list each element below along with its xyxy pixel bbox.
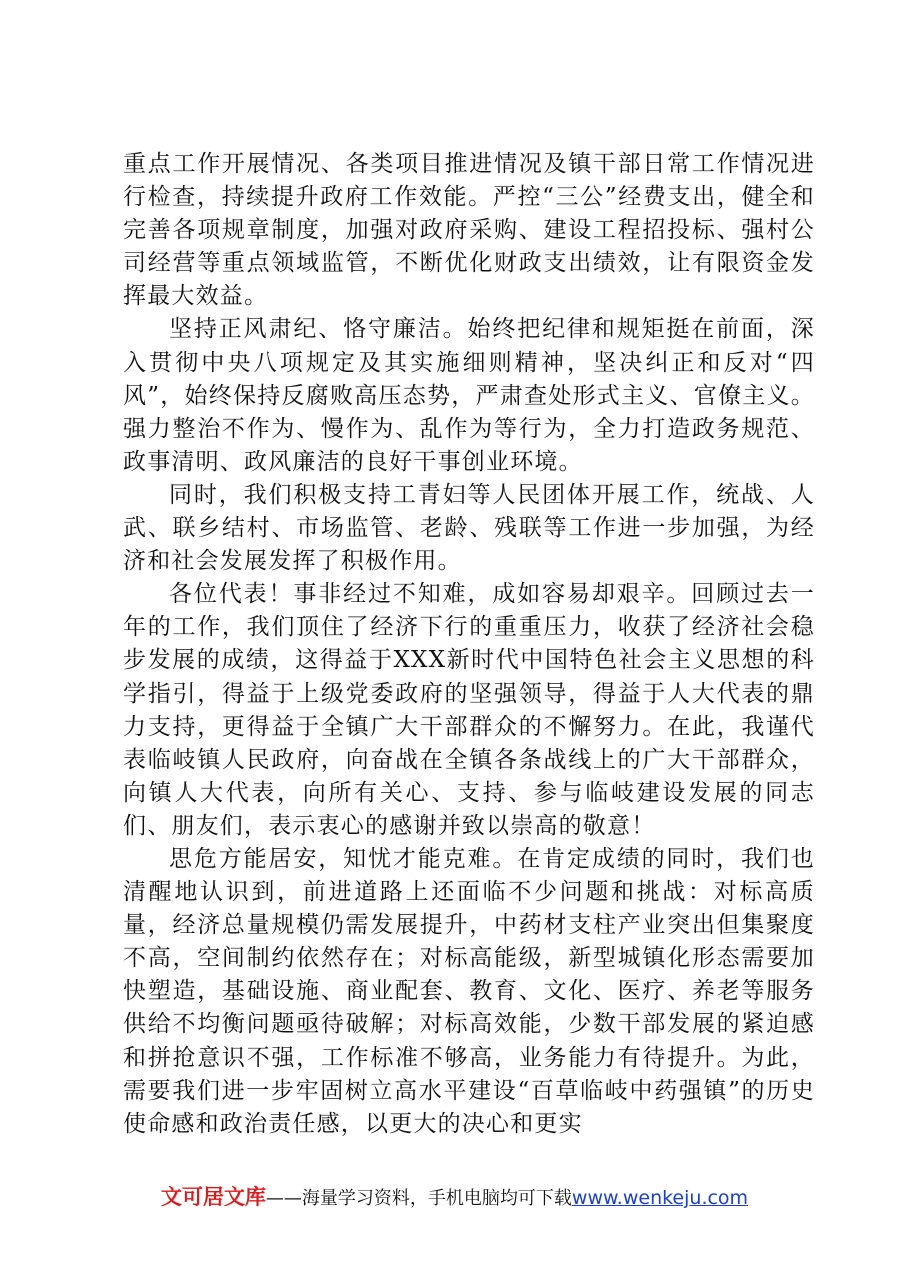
footer-tagline: ——海量学习资料，手机电脑均可下载 xyxy=(265,1188,572,1209)
paragraph: 坚持正风肃纪、恪守廉洁。始终把纪律和规矩挺在前面，深入贯彻中央八项规定及其实施细则精神，坚决纠正和反对“四风”，始终保持反腐败高压态势，严肃查处形式主义、官僚主义。强力整治不作为、慢作为、乱作为等行为，全力打造政务规范、政事清明、政风廉洁的良好干事创业环境。 xyxy=(123,316,815,475)
document-body xyxy=(123,148,815,1141)
paragraph: 同时，我们积极支持工青妇等人民团体开展工作，统战、人武、联乡结村、市场监管、老龄、残联等工作进一步加强，为经济和社会发展发挥了积极作用。 xyxy=(123,481,815,575)
paragraph-continued: 重点工作开展情况、各类项目推进情况及镇干部日常工作情况进行检查，持续提升政府工作效能。严控“三公”经费支出，健全和完善各项规章制度，加强对政府采购、建设工程招投标、强村公司经营等重点领域监管，不断优化财政支出绩效，让有限资金发挥最大效益。 xyxy=(123,151,815,310)
footer-website-link[interactable]: www.wenkeju.com xyxy=(571,1187,749,1209)
paragraph: 思危方能居安，知忧才能克难。在肯定成绩的同时，我们也清醒地认识到，前进道路上还面临不少问题和挑战：对标高质量，经济总量规模仍需发展提升，中药材支柱产业突出但集聚度不高，空间制约依然存在；对标高能级，新型城镇化形态需要加快塑造，基础设施、商业配套、教育、文化、医疗、养老等服务供给不均衡问题亟待破解；对标高效能，少数干部发展的紧迫感和拼抢意识不强，工作标准不够高，业务能力有待提升。为此，需要我们进一步牢固树立高水平建设“百草临岐中药强镇”的历史使命感和政治责任感，以更大的决心和更实 xyxy=(123,845,815,1137)
footer-banner xyxy=(0,1181,909,1211)
paragraph: 各位代表！事非经过不知难，成如容易却艰辛。回顾过去一年的工作，我们顶住了经济下行的重重压力，收获了经济社会稳步发展的成绩，这得益于XXX新时代中国特色社会主义思想的科学指引，得益于上级党委政府的坚强领导，得益于人大代表的鼎力支持，更得益于全镇广大干部群众的不懈努力。在此，我谨代表临岐镇人民政府，向奋战在全镇各条战线上的广大干部群众，向镇人大代表，向所有关心、支持、参与临岐建设发展的同志们、朋友们，表示衷心的感谢并致以崇高的敬意！ xyxy=(123,581,815,839)
footer-brand-name: 文可居文库 xyxy=(160,1185,266,1209)
